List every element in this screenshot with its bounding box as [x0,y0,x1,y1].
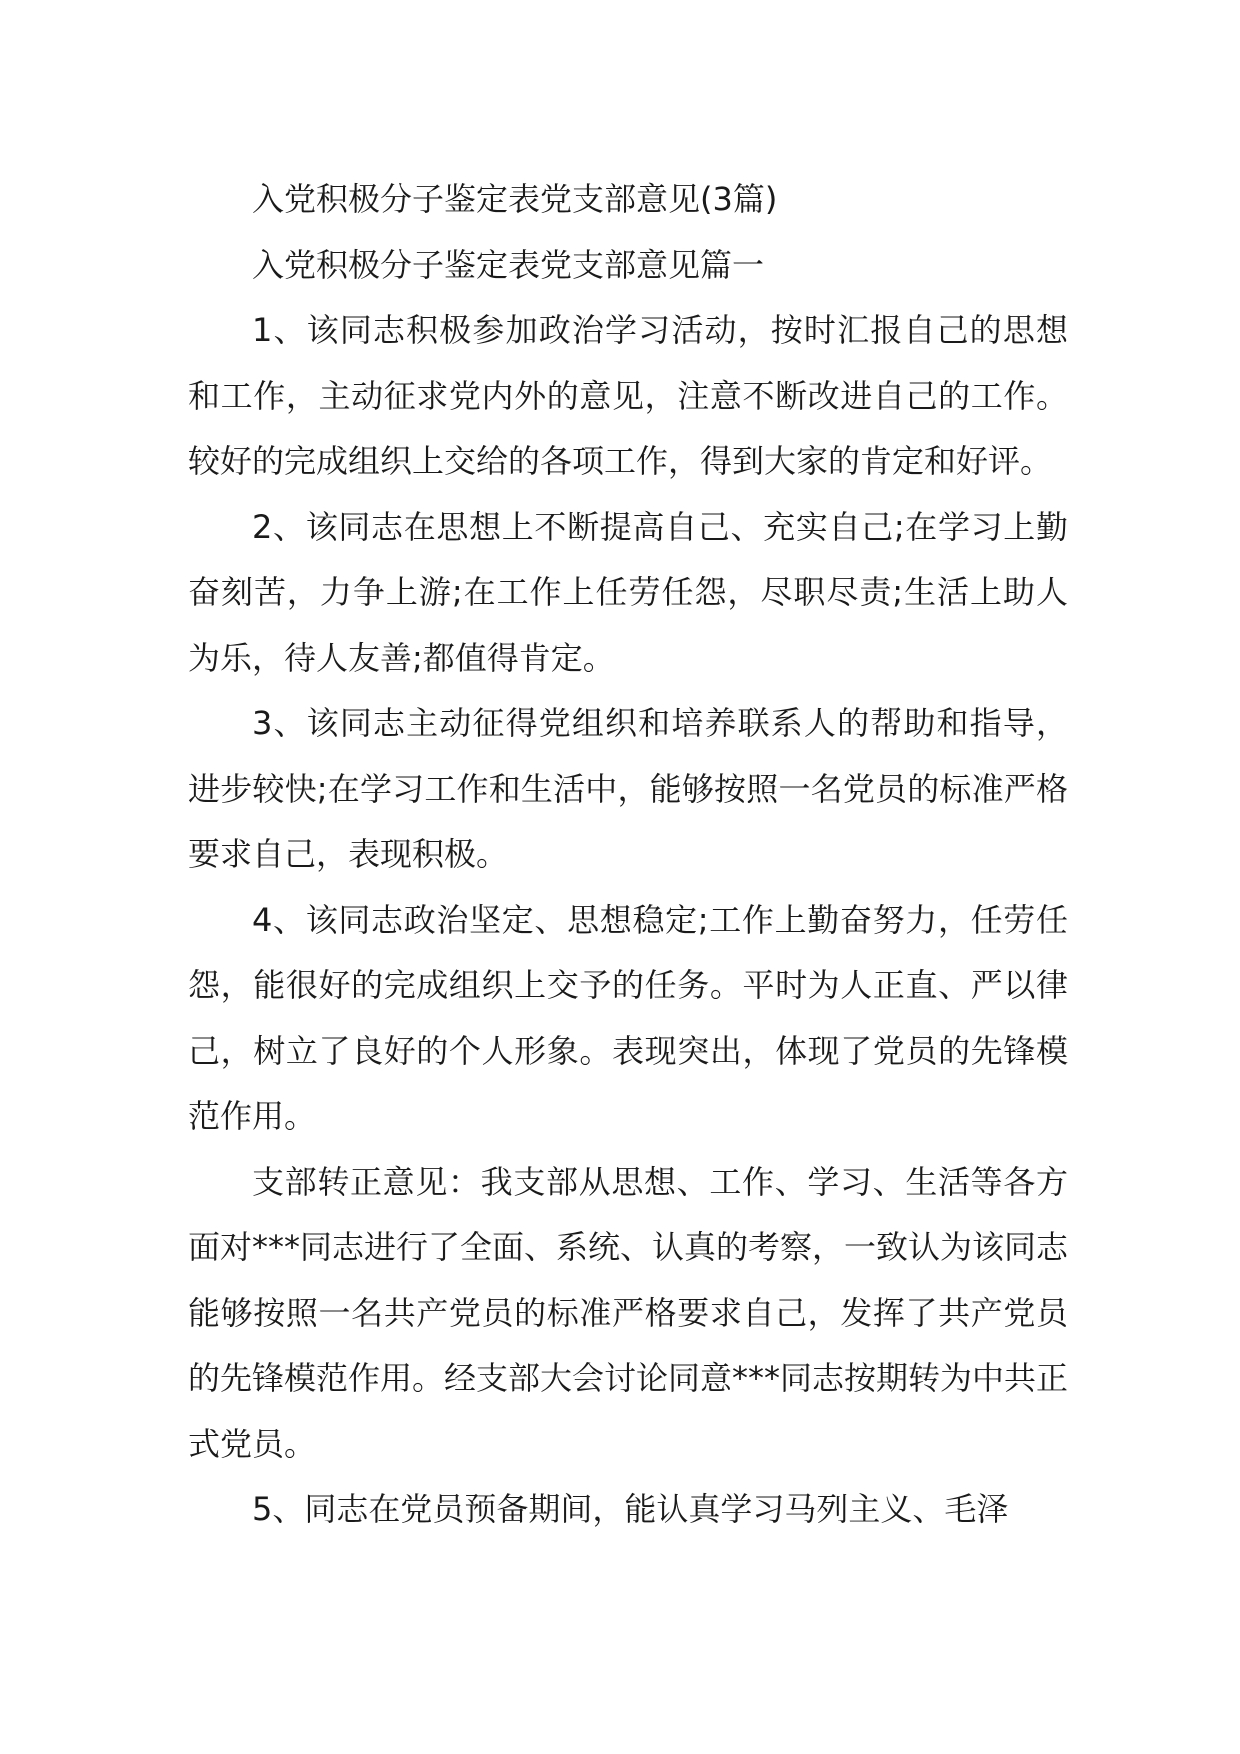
document-subtitle: 入党积极分子鉴定表党支部意见篇一 [252,245,765,284]
paragraph-3: 3、该同志主动征得党组织和培养联系人的帮助和指导，进步较快;在学习工作和生活中，能够按照一名党员的标准严格要求自己，表现积极。 [188,704,1068,873]
paragraph-2: 2、该同志在思想上不断提高自己、充实自己;在学习上勤奋刻苦，力争上游;在工作上任劳任怨，尽职尽责;生活上助人为乐，待人友善;都值得肯定。 [188,507,1068,677]
document-body [188,167,1068,1543]
paragraph-5: 5、同志在党员预备期间，能认真学习马列主义、毛泽 [252,1490,1009,1528]
document-title: 入党积极分子鉴定表党支部意见(3篇) [252,180,778,218]
paragraph-1: 1、该同志积极参加政治学习活动，按时汇报自己的思想和工作，主动征求党内外的意见，注意不断改进自己的工作。较好的完成组织上交给的各项工作，得到大家的肯定和好评。 [188,311,1068,480]
paragraph-4: 4、该同志政治坚定、思想稳定;工作上勤奋努力，任劳任怨，能很好的完成组织上交予的任务。平时为人正直、严以律己，树立了良好的个人形象。表现突出，体现了党员的先锋模范作用。 [188,900,1068,1135]
paragraph-branch-opinion: 支部转正意见：我支部从思想、工作、学习、生活等各方面对***同志进行了全面、系统、认真的考察，一致认为该同志能够按照一名共产党员的标准严格要求自己，发挥了共产党员的先锋模范作用。经支部大会讨论同意***同志按期转为中共正式党员。 [188,1162,1069,1463]
